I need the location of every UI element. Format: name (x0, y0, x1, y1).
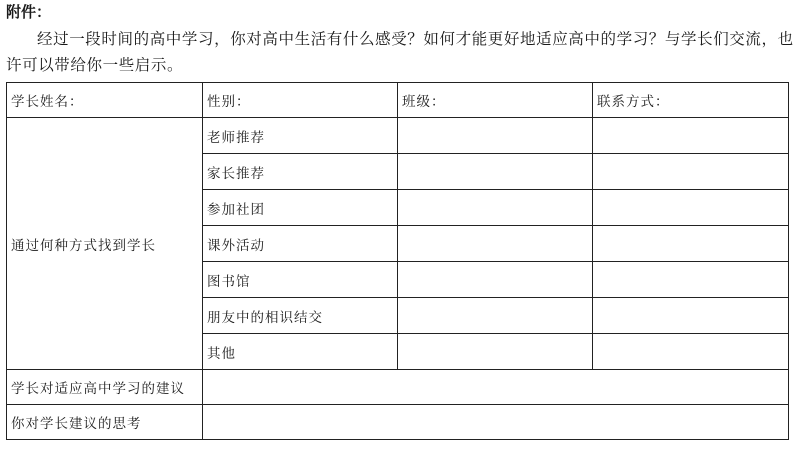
advice-label: 学长对适应高中学习的建议 (7, 370, 203, 405)
method-input-cell[interactable] (593, 190, 789, 226)
method-option: 参加社团 (203, 190, 398, 226)
intro-paragraph: 经过一段时间的高中学习，你对高中生活有什么感受？如何才能更好地适应高中的学习？与学长们交流，也许可以带给你一些启示。 (6, 30, 794, 74)
method-input-cell[interactable] (593, 262, 789, 298)
senior-name-label: 学长姓名： (11, 94, 84, 110)
method-input-cell[interactable] (398, 154, 593, 190)
reflection-label: 你对学长建议的思考 (7, 405, 203, 440)
senior-name-field[interactable] (7, 83, 203, 118)
attachment-heading: 附件： (6, 3, 52, 21)
advice-row (7, 370, 789, 405)
method-input-cell[interactable] (593, 154, 789, 190)
method-input-cell[interactable] (593, 334, 789, 370)
method-input-cell[interactable] (398, 262, 593, 298)
senior-exchange-form (6, 82, 789, 440)
method-option: 朋友中的相识结交 (203, 298, 398, 334)
method-option: 其他 (203, 334, 398, 370)
advice-input-cell[interactable] (203, 370, 789, 405)
method-input-cell[interactable] (398, 298, 593, 334)
class-label: 班级： (402, 94, 446, 110)
contact-label: 联系方式： (597, 94, 670, 110)
contact-field[interactable] (593, 83, 789, 118)
method-option: 课外活动 (203, 226, 398, 262)
class-field[interactable] (398, 83, 593, 118)
method-input-cell[interactable] (593, 298, 789, 334)
method-label-cell (7, 118, 203, 370)
gender-label: 性别： (207, 94, 251, 110)
method-input-cell[interactable] (398, 190, 593, 226)
gender-field[interactable] (203, 83, 398, 118)
method-label: 通过何种方式找到学长 (11, 237, 156, 254)
method-option: 老师推荐 (203, 118, 398, 154)
method-input-cell[interactable] (593, 118, 789, 154)
method-input-cell[interactable] (398, 118, 593, 154)
reflection-row (7, 405, 789, 440)
method-option: 图书馆 (203, 262, 398, 298)
method-input-cell[interactable] (593, 226, 789, 262)
method-row (7, 118, 789, 154)
method-input-cell[interactable] (398, 334, 593, 370)
method-input-cell[interactable] (398, 226, 593, 262)
reflection-input-cell[interactable] (203, 405, 789, 440)
method-option: 家长推荐 (203, 154, 398, 190)
form-header-row (7, 83, 789, 118)
